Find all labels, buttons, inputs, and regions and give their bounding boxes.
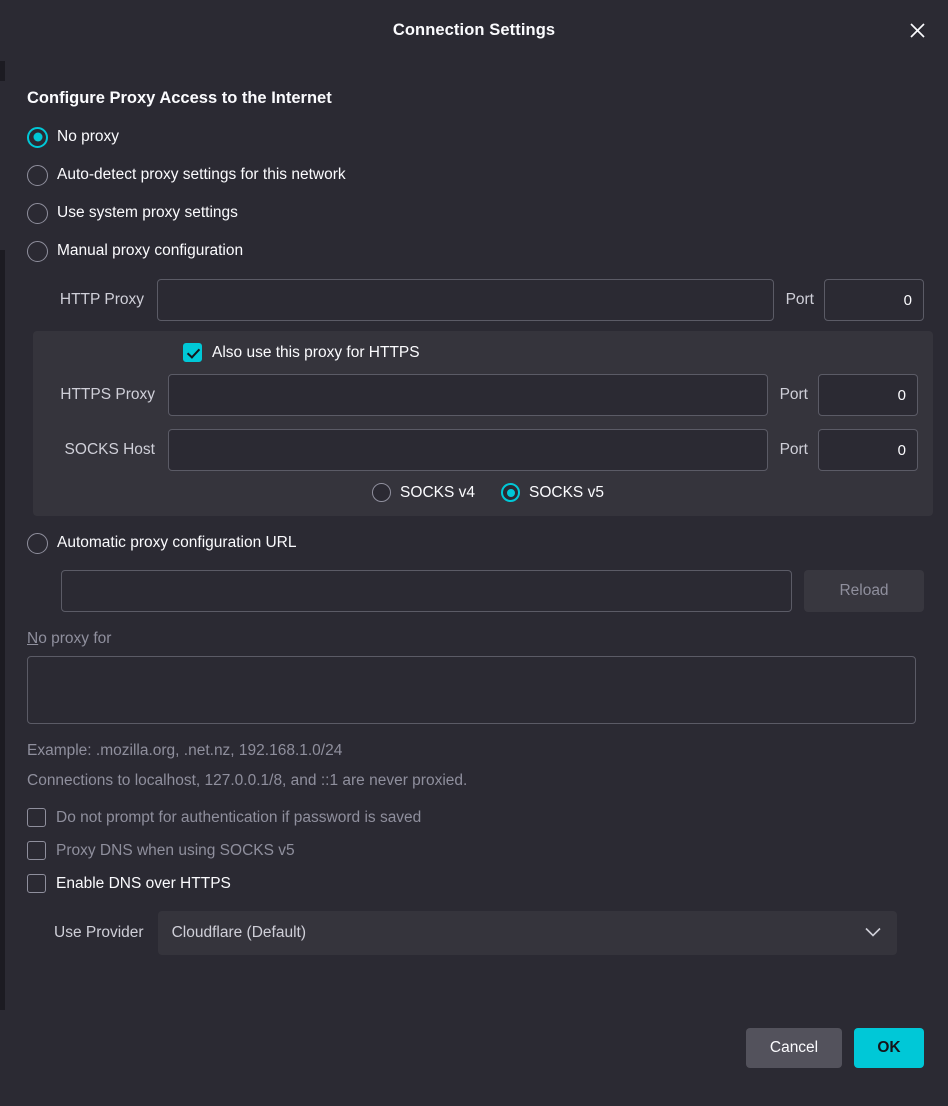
checkbox-auth-prompt[interactable] — [27, 808, 46, 827]
option-row-doh[interactable] — [27, 874, 924, 893]
close-icon — [908, 21, 927, 40]
radio-row-manual-proxy[interactable] — [27, 236, 924, 266]
http-proxy-label: HTTP Proxy — [59, 291, 144, 308]
also-https-label: Also use this proxy for HTTPS — [212, 343, 420, 361]
radio-socks-v4[interactable] — [372, 483, 391, 502]
no-proxy-for-label: No proxy for — [27, 630, 112, 647]
radio-socks-v5[interactable] — [501, 483, 520, 502]
dialog-title: Connection Settings — [392, 21, 556, 39]
radio-label-no-proxy: No proxy — [57, 128, 120, 145]
dialog-footer — [0, 1016, 948, 1106]
close-button[interactable] — [898, 12, 936, 50]
radio-row-auto-detect[interactable] — [27, 160, 924, 190]
socks-host-label: SOCKS Host — [64, 441, 155, 458]
http-proxy-row — [27, 279, 924, 321]
socks-port-label: Port — [779, 441, 808, 458]
radio-manual-proxy[interactable] — [27, 241, 48, 262]
pac-url-row — [27, 570, 924, 612]
option-row-auth-prompt[interactable] — [27, 808, 924, 827]
checkbox-proxy-dns[interactable] — [27, 841, 46, 860]
pac-url-input[interactable] — [61, 570, 792, 612]
chevron-down-icon — [865, 924, 881, 942]
radio-label-system-proxy: Use system proxy settings — [57, 204, 238, 221]
also-https-row[interactable] — [48, 343, 918, 362]
dialog-content — [0, 61, 948, 1016]
no-proxy-note: Connections to localhost, 127.0.0.1/8, and ::1 are never proxied. — [27, 772, 468, 789]
radio-auto-detect[interactable] — [27, 165, 48, 186]
reload-button[interactable]: Reload — [804, 570, 924, 612]
http-port-label: Port — [785, 291, 814, 308]
https-proxy-row — [48, 374, 918, 416]
socks-version-row — [48, 483, 918, 502]
socks-port-input[interactable] — [818, 429, 918, 471]
radio-label-socks-v4: SOCKS v4 — [400, 483, 475, 501]
dialog-titlebar — [0, 0, 948, 61]
provider-row — [27, 911, 924, 955]
radio-label-auto-detect: Auto-detect proxy settings for this network — [57, 166, 346, 183]
ok-button[interactable]: OK — [854, 1028, 924, 1068]
section-heading: Configure Proxy Access to the Internet — [27, 89, 332, 107]
no-proxy-example: Example: .mozilla.org, .net.nz, 192.168.1.0/24 — [27, 742, 343, 759]
checkbox-doh[interactable] — [27, 874, 46, 893]
radio-system-proxy[interactable] — [27, 203, 48, 224]
also-https-checkbox[interactable] — [183, 343, 202, 362]
socks-host-input[interactable] — [168, 429, 768, 471]
cancel-button[interactable]: Cancel — [746, 1028, 842, 1068]
radio-pac-url[interactable] — [27, 533, 48, 554]
manual-proxy-panel — [33, 331, 933, 516]
radio-row-pac-url[interactable] — [27, 528, 924, 558]
radio-row-no-proxy[interactable] — [27, 122, 924, 152]
option-row-proxy-dns[interactable] — [27, 841, 924, 860]
no-proxy-for-textarea[interactable] — [27, 656, 916, 724]
https-proxy-label: HTTPS Proxy — [60, 386, 155, 403]
provider-label: Use Provider — [54, 924, 144, 941]
radio-row-socks-v5[interactable] — [501, 483, 604, 502]
radio-no-proxy[interactable] — [27, 127, 48, 148]
https-port-label: Port — [779, 386, 808, 403]
http-port-input[interactable] — [824, 279, 924, 321]
label-auth-prompt: Do not prompt for authentication if password is saved — [56, 808, 422, 826]
radio-row-socks-v4[interactable] — [372, 483, 475, 502]
radio-label-manual-proxy: Manual proxy configuration — [57, 242, 244, 259]
http-proxy-input[interactable] — [157, 279, 774, 321]
radio-row-system-proxy[interactable] — [27, 198, 924, 228]
no-proxy-for-label-rest: o proxy for — [38, 630, 112, 647]
label-proxy-dns: Proxy DNS when using SOCKS v5 — [56, 841, 295, 859]
https-proxy-input[interactable] — [168, 374, 768, 416]
provider-selected-value: Cloudflare (Default) — [171, 924, 306, 941]
socks-host-row — [48, 429, 918, 471]
https-port-input[interactable] — [818, 374, 918, 416]
radio-label-pac-url: Automatic proxy configuration URL — [57, 534, 297, 551]
label-doh: Enable DNS over HTTPS — [56, 874, 231, 892]
radio-label-socks-v5: SOCKS v5 — [529, 483, 604, 501]
provider-select[interactable] — [158, 911, 897, 955]
